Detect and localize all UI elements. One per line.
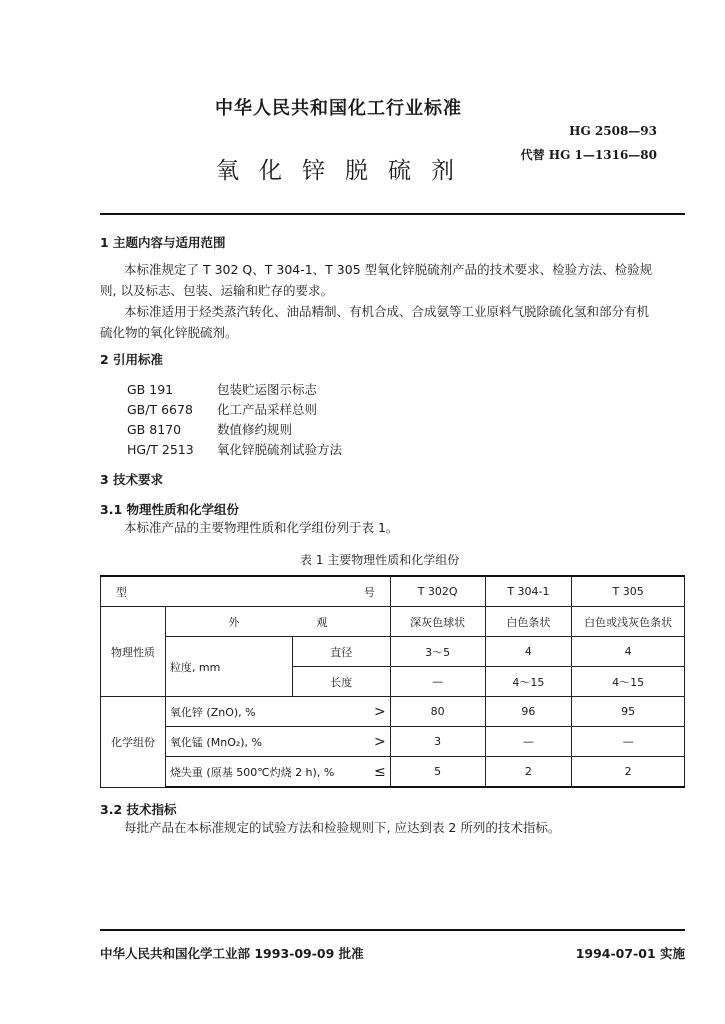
table-row	[101, 757, 685, 788]
ref-item	[127, 420, 292, 438]
length-label: 长度	[292, 667, 390, 697]
top-rule	[100, 213, 685, 215]
loss-value: 2	[485, 757, 572, 788]
zno-value: 95	[572, 697, 685, 727]
mno2-label: 氧化锰 (MnO₂), %	[169, 735, 262, 749]
ref-item	[127, 400, 317, 418]
mno2-value: —	[572, 727, 685, 757]
ref-item	[127, 440, 342, 458]
approval-line: 中华人民共和国化学工业部 1993-09-09 批准	[100, 946, 364, 961]
appearance-label-b: 观	[316, 615, 328, 629]
section-1-para1-line1: 本标准规定了 T 302 Q、T 304-1、T 305 型氧化锌脱硫剂产品的技术要求、检验方法、检验规	[124, 262, 653, 277]
table-row	[101, 637, 685, 667]
model-header	[101, 576, 391, 607]
mno2-value: 3	[390, 727, 485, 757]
zno-label-cell	[165, 697, 390, 727]
model-label-b: 号	[363, 585, 375, 599]
section-2-heading: 2 引用标准	[100, 352, 164, 367]
loss-label-cell	[165, 757, 390, 788]
section-1-para2-line2: 硫化物的氧化锌脱硫剂。	[100, 325, 238, 340]
ref-title: 包装贮运图示标志	[217, 382, 318, 397]
diameter-value: 3～5	[390, 637, 485, 667]
loss-label: 烧失重 (原基 500℃灼烧 2 h), %	[169, 765, 335, 779]
section-3-1-heading: 3.1 物理性质和化学组份	[100, 502, 239, 517]
zno-value: 80	[390, 697, 485, 727]
loss-value: 2	[572, 757, 685, 788]
ref-title: 数值修约规则	[217, 422, 293, 437]
section-1-para1-line2: 则, 以及标志、包装、运输和贮存的要求。	[100, 283, 333, 298]
chem-group-label: 化学组份	[101, 697, 166, 788]
column-header: T 302Q	[390, 576, 485, 607]
table-row	[101, 576, 685, 607]
section-3-1-text: 本标准产品的主要物理性质和化学组份列于表 1。	[124, 520, 399, 535]
table-row	[101, 727, 685, 757]
diameter-value: 4	[572, 637, 685, 667]
replaces-code: 代替 HG 1—1316—80	[520, 148, 657, 162]
ref-code: GB 8170	[127, 422, 182, 437]
greater-than-symbol: >	[374, 703, 386, 720]
ref-title: 化工产品采样总则	[217, 402, 318, 417]
length-value: 4～15	[485, 667, 572, 697]
appearance-value: 白色条状	[485, 607, 572, 637]
section-3-heading: 3 技术要求	[100, 472, 164, 487]
model-label-a: 型	[115, 585, 127, 599]
column-header: T 304-1	[485, 576, 572, 607]
column-header: T 305	[572, 576, 685, 607]
length-value: —	[390, 667, 485, 697]
table-row	[101, 697, 685, 727]
section-1-para2-line1: 本标准适用于烃类蒸汽转化、油品精制、有机合成、合成氨等工业原料气脱除硫化氢和部分有机	[124, 304, 650, 319]
effective-date: 1994-07-01 实施	[575, 946, 685, 961]
loss-value: 5	[390, 757, 485, 788]
appearance-value: 白色或浅灰色条状	[572, 607, 685, 637]
document-title: 氧化锌脱硫剂	[216, 158, 474, 184]
ref-code: HG/T 2513	[127, 442, 194, 457]
zno-label: 氧化锌 (ZnO), %	[169, 705, 256, 719]
phys-group-label: 物理性质	[101, 607, 166, 697]
section-3-2-text: 每批产品在本标准规定的试验方法和检验规则下, 应达到表 2 所列的技术指标。	[124, 820, 561, 835]
mno2-label-cell	[165, 727, 390, 757]
section-1-heading: 1 主题内容与适用范围	[100, 235, 226, 250]
table-row	[101, 607, 685, 637]
appearance-label-a: 外	[228, 615, 240, 629]
ref-code: GB/T 6678	[127, 402, 193, 417]
section-3-2-heading: 3.2 技术指标	[100, 802, 177, 817]
bottom-rule	[100, 929, 685, 931]
appearance-label	[165, 607, 390, 637]
length-value: 4～15	[572, 667, 685, 697]
table-1-caption: 表 1 主要物理性质和化学组份	[300, 553, 460, 567]
standard-code: HG 2508—93	[569, 124, 657, 138]
diameter-value: 4	[485, 637, 572, 667]
ref-code: GB 191	[127, 382, 174, 397]
less-equal-symbol: ≤	[374, 763, 386, 780]
greater-than-symbol: >	[374, 733, 386, 750]
standard-title: 中华人民共和国化工行业标准	[215, 98, 462, 119]
zno-value: 96	[485, 697, 572, 727]
appearance-value: 深灰色球状	[390, 607, 485, 637]
diameter-label: 直径	[292, 637, 390, 667]
granularity-label: 粒度, mm	[165, 637, 292, 697]
ref-title: 氧化锌脱硫剂试验方法	[217, 442, 343, 457]
ref-item	[127, 380, 317, 398]
table-1	[100, 575, 685, 788]
mno2-value: —	[485, 727, 572, 757]
